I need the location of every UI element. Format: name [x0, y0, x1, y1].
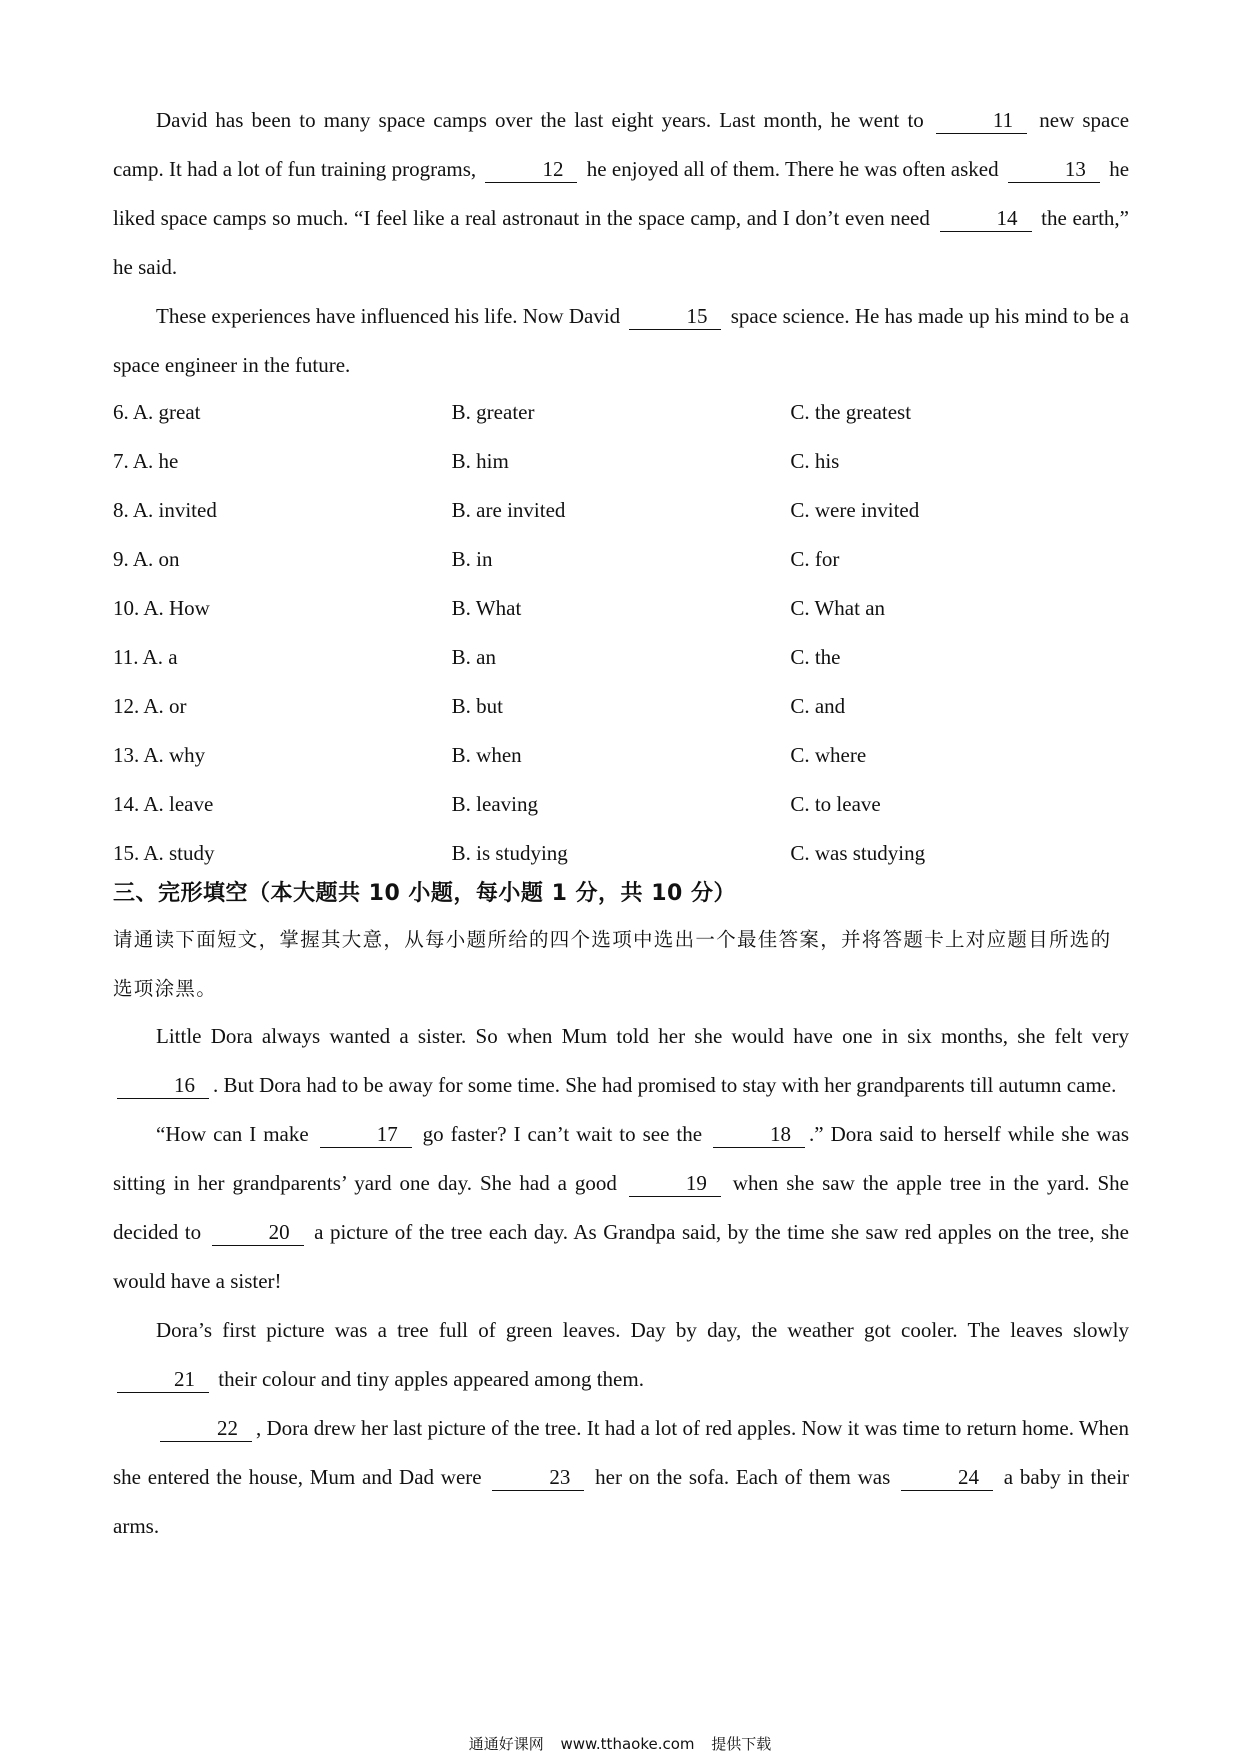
option-row	[113, 486, 1129, 535]
option-row	[113, 388, 1129, 437]
page-footer	[0, 1733, 1240, 1754]
blank-20: 20	[212, 1219, 304, 1246]
text-run: he liked space camps so much. “I feel like a real astronaut in the space camp, and I don’t even need	[113, 157, 1130, 230]
option-row	[113, 535, 1129, 584]
blank-15: 15	[629, 303, 721, 330]
blank-22: 22	[160, 1415, 252, 1442]
blank-24: 24	[901, 1464, 993, 1491]
footer-site-name: 通通好课网	[468, 1735, 544, 1753]
option-row	[113, 584, 1129, 633]
text-run: These experiences have influenced his life. Now David	[156, 304, 621, 328]
paragraph	[113, 1012, 1129, 1110]
option-c: C. for	[790, 547, 840, 571]
blank-21: 21	[117, 1366, 209, 1393]
option-row	[113, 682, 1129, 731]
paragraph	[113, 1404, 1129, 1551]
option-b: B. is studying	[451, 841, 568, 865]
text-run: Little Dora always wanted a sister. So when Mum told her she would have one in six months, she felt very	[156, 1024, 1129, 1048]
option-c: C. What an	[790, 596, 886, 620]
text-run: Dora’s first picture was a tree full of green leaves. Day by day, the weather got cooler. The leaves slowly	[156, 1318, 1129, 1342]
option-c: C. was studying	[790, 841, 926, 865]
blank-11: 11	[936, 107, 1027, 134]
paragraph	[113, 1110, 1129, 1306]
option-c: C. his	[790, 449, 840, 473]
blank-17: 17	[320, 1121, 412, 1148]
option-a: 15. A. study	[113, 841, 215, 865]
text-run: .” Dora said to herself while she was sitting in her grandparents’ yard one day. She had a good	[113, 1122, 1130, 1195]
option-b: B. him	[451, 449, 509, 473]
option-row	[113, 437, 1129, 486]
option-c: C. and	[790, 694, 846, 718]
option-c: C. to leave	[790, 792, 881, 816]
blank-19: 19	[629, 1170, 721, 1197]
blank-23: 23	[492, 1464, 584, 1491]
option-a: 12. A. or	[113, 694, 187, 718]
option-c: C. the greatest	[790, 400, 912, 424]
option-row	[113, 780, 1129, 829]
footer-url[interactable]: www.tthaoke.com	[560, 1735, 695, 1753]
text-run: new space camp. It had a lot of fun training programs,	[113, 108, 1130, 181]
passage-david	[113, 96, 1129, 390]
text-run: a picture of the tree each day. As Grandpa said, by the time she saw red apples on the tree, she would have a sister!	[113, 1220, 1130, 1293]
option-b: B. leaving	[451, 792, 538, 816]
section-instruction: 请通读下面短文，掌握其大意，从每小题所给的四个选项中选出一个最佳答案，并将答题卡上对应题目所选的选项涂黑。	[113, 928, 1112, 1000]
options-list	[113, 388, 1129, 878]
option-row	[113, 731, 1129, 780]
option-a: 11. A. a	[113, 645, 178, 669]
option-b: B. in	[451, 547, 493, 571]
text-run: . But Dora had to be away for some time. She had promised to stay with her grandparents till autumn came.	[213, 1073, 1117, 1097]
paragraph	[113, 1306, 1129, 1404]
blank-12: 12	[485, 156, 577, 183]
section-heading: 三、完形填空（本大题共 10 小题，每小题 1 分，共 10 分）	[113, 881, 736, 906]
text-run: when she saw the apple tree in the yard. She decided to	[113, 1171, 1129, 1244]
text-run: a baby in their arms.	[113, 1465, 1130, 1538]
blank-16: 16	[117, 1072, 209, 1099]
text-run: go faster? I can’t wait to see the	[422, 1122, 703, 1146]
option-c: C. the	[790, 645, 841, 669]
paragraph	[113, 292, 1129, 390]
blank-13: 13	[1008, 156, 1100, 183]
paragraph	[113, 96, 1129, 292]
text-run: the earth,” he said.	[113, 206, 1130, 279]
option-a: 10. A. How	[113, 596, 210, 620]
option-row	[113, 829, 1129, 878]
footer-note: 提供下载	[711, 1735, 772, 1753]
text-run: David has been to many space camps over the last eight years. Last month, he went to	[156, 108, 924, 132]
passage-dora	[113, 1012, 1129, 1551]
option-b: B. are invited	[451, 498, 566, 522]
option-b: B. but	[451, 694, 504, 718]
option-a: 9. A. on	[113, 547, 180, 571]
option-a: 8. A. invited	[113, 498, 217, 522]
text-run: her on the sofa. Each of them was	[595, 1465, 891, 1489]
option-b: B. an	[451, 645, 496, 669]
text-run: their colour and tiny apples appeared among them.	[218, 1367, 644, 1391]
option-b: B. What	[451, 596, 522, 620]
option-a: 6. A. great	[113, 400, 201, 424]
text-run: space science. He has made up his mind to be a space engineer in the future.	[113, 304, 1130, 377]
blank-14: 14	[940, 205, 1032, 232]
option-row	[113, 633, 1129, 682]
text-run: “How can I make	[156, 1122, 309, 1146]
option-a: 14. A. leave	[113, 792, 214, 816]
option-a: 13. A. why	[113, 743, 206, 767]
option-a: 7. A. he	[113, 449, 179, 473]
text-run: he enjoyed all of them. There he was often asked	[586, 157, 999, 181]
option-c: C. where	[790, 743, 867, 767]
text-run: , Dora drew her last picture of the tree. It had a lot of red apples. Now it was time to return home. When she entered the house, Mum and Dad were	[113, 1416, 1129, 1489]
option-b: B. when	[451, 743, 522, 767]
blank-18: 18	[713, 1121, 805, 1148]
option-c: C. were invited	[790, 498, 920, 522]
option-b: B. greater	[451, 400, 535, 424]
